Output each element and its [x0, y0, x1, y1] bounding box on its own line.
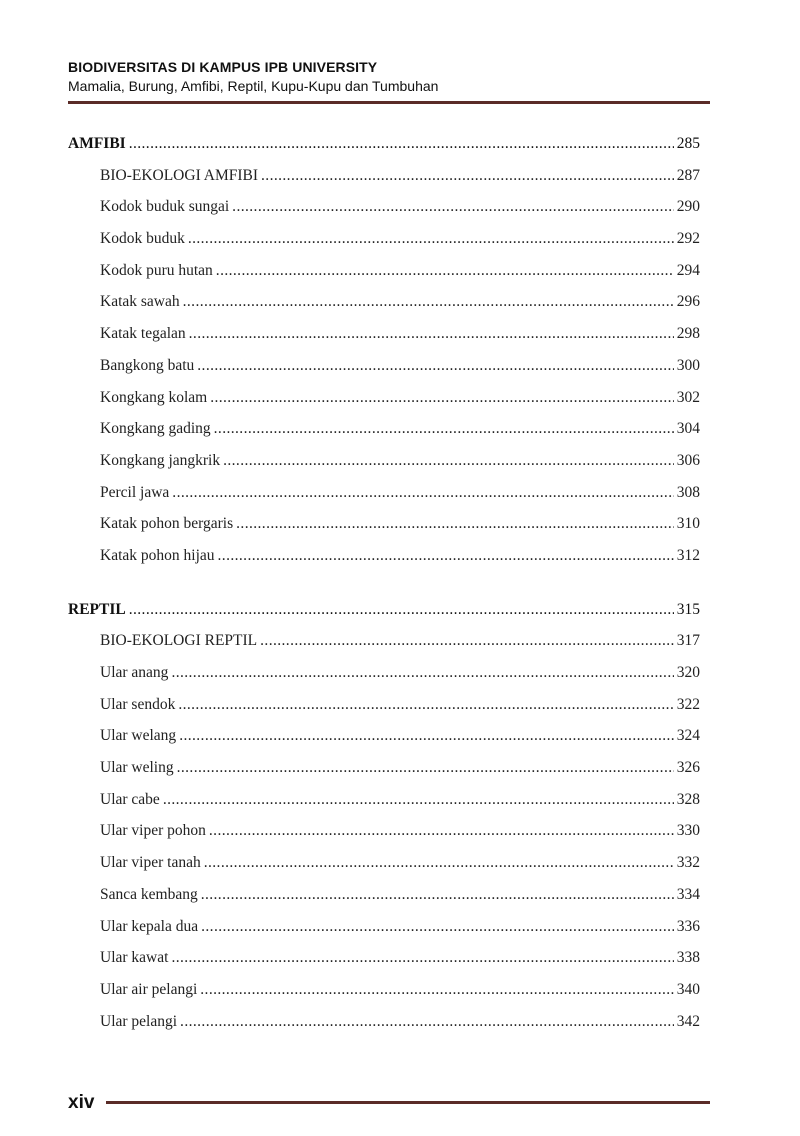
dot-leader — [189, 318, 674, 350]
toc-entry — [68, 445, 700, 477]
toc-page-number: 296 — [676, 293, 700, 311]
toc-page-number: 342 — [676, 1012, 700, 1030]
dot-leader — [216, 255, 674, 287]
dot-leader — [177, 752, 674, 784]
toc-page-number: 328 — [676, 790, 700, 808]
dot-leader — [163, 784, 674, 816]
toc-section-reptil — [68, 594, 700, 1038]
toc-page-number: 292 — [676, 230, 700, 248]
toc-page-number: 290 — [676, 198, 700, 216]
dot-leader — [183, 286, 674, 318]
dot-leader — [232, 191, 674, 223]
toc-entry-label: Kongkang kolam — [100, 388, 208, 406]
toc-entry — [68, 540, 700, 572]
toc-entry-label: Ular cabe — [100, 790, 160, 808]
toc-entry — [68, 625, 700, 657]
toc-page-number: 324 — [676, 727, 700, 745]
toc-entry — [68, 382, 700, 414]
dot-leader — [201, 879, 674, 911]
toc-entry — [68, 350, 700, 382]
toc-entry-label: Ular kepala dua — [100, 917, 199, 935]
dot-leader — [179, 720, 674, 752]
toc-page-number: 338 — [676, 949, 700, 967]
toc-page-number: 306 — [676, 451, 700, 469]
toc-entry — [68, 657, 700, 689]
dot-leader — [201, 911, 674, 943]
dot-leader — [261, 160, 674, 192]
toc-page-number: 294 — [676, 261, 700, 279]
toc-entry — [68, 318, 700, 350]
dot-leader — [188, 223, 674, 255]
toc-entry-label: Kodok puru hutan — [100, 261, 213, 279]
toc-entry-label: Kodok buduk sungai — [100, 198, 230, 216]
table-of-contents — [68, 128, 700, 1037]
toc-page-number: 336 — [676, 917, 700, 935]
toc-entry-label: Katak tegalan — [100, 325, 186, 343]
dot-leader — [197, 350, 673, 382]
toc-page-number: 302 — [676, 388, 700, 406]
toc-page-number: 285 — [676, 135, 700, 152]
toc-entry-label: Ular viper pohon — [100, 822, 206, 840]
toc-section-amfibi — [68, 128, 700, 572]
toc-page-number: 317 — [676, 632, 700, 650]
dot-leader — [204, 847, 674, 879]
dot-leader — [209, 815, 674, 847]
running-header — [68, 58, 710, 95]
toc-entry-label: Ular air pelangi — [100, 980, 198, 998]
dot-leader — [223, 445, 674, 477]
dot-leader — [210, 382, 674, 414]
toc-page-number: 298 — [676, 325, 700, 343]
toc-entry-label: Sanca kembang — [100, 885, 198, 903]
dot-leader — [171, 942, 673, 974]
dot-leader — [200, 974, 673, 1006]
toc-entry — [68, 286, 700, 318]
toc-entry — [68, 752, 700, 784]
toc-page-number: 287 — [676, 166, 700, 184]
toc-entry-label: Katak pohon hijau — [100, 546, 215, 564]
toc-entry — [68, 911, 700, 943]
toc-entry — [68, 1006, 700, 1038]
toc-entry — [68, 847, 700, 879]
toc-heading-amfibi — [68, 128, 700, 160]
dot-leader — [260, 625, 674, 657]
toc-entry-label: Percil jawa — [100, 483, 170, 501]
toc-entry-label: BIO-EKOLOGI AMFIBI — [100, 166, 259, 184]
toc-page-number: 300 — [676, 356, 700, 374]
dot-leader — [172, 477, 673, 509]
toc-page-number: 320 — [676, 664, 700, 681]
toc-page-number: 310 — [676, 515, 700, 533]
toc-entry-label: BIO-EKOLOGI REPTIL — [100, 632, 258, 650]
footer-rule — [106, 1101, 710, 1104]
toc-entry — [68, 942, 700, 974]
toc-entry — [68, 223, 700, 255]
dot-leader — [129, 594, 674, 626]
toc-items-reptil — [68, 625, 700, 1037]
toc-page-number: 315 — [676, 600, 700, 618]
toc-page-number: 322 — [676, 695, 700, 713]
toc-heading-label: REPTIL — [68, 600, 126, 618]
toc-entry — [68, 160, 700, 192]
toc-entry — [68, 784, 700, 816]
dot-leader — [180, 1006, 674, 1038]
book-subtitle: Mamalia, Burung, Amfibi, Reptil, Kupu-Kupu dan Tumbuhan — [68, 78, 439, 94]
toc-entry — [68, 879, 700, 911]
dot-leader — [214, 413, 674, 445]
toc-items-amfibi — [68, 160, 700, 572]
toc-entry-label: Ular sendok — [100, 695, 176, 713]
toc-page-number: 334 — [676, 885, 700, 903]
toc-entry — [68, 191, 700, 223]
toc-entry-label: Kodok buduk — [100, 230, 185, 248]
toc-entry-label: Ular anang — [100, 664, 169, 681]
toc-entry-label: Katak sawah — [100, 293, 180, 311]
toc-page-number: 308 — [676, 483, 700, 501]
toc-entry-label: Ular kawat — [100, 949, 169, 967]
toc-entry-label: Bangkong batu — [100, 356, 195, 374]
toc-page-number: 326 — [676, 759, 700, 777]
toc-entry — [68, 815, 700, 847]
toc-entry — [68, 720, 700, 752]
book-title: BIODIVERSITAS DI KAMPUS IPB UNIVERSITY — [68, 59, 378, 75]
toc-page-number: 340 — [676, 980, 700, 998]
toc-page-number: 312 — [676, 546, 700, 564]
page-footer — [68, 1088, 710, 1118]
toc-entry-label: Ular welang — [100, 727, 177, 745]
toc-entry-label: Ular pelangi — [100, 1012, 178, 1030]
toc-entry — [68, 255, 700, 287]
toc-entry-label: Kongkang jangkrik — [100, 451, 221, 469]
toc-entry — [68, 508, 700, 540]
toc-page-number: 332 — [676, 854, 700, 872]
toc-entry — [68, 477, 700, 509]
toc-entry-label: Ular viper tanah — [100, 854, 201, 872]
dot-leader — [178, 689, 673, 721]
dot-leader — [171, 657, 673, 689]
toc-entry — [68, 974, 700, 1006]
toc-heading-reptil — [68, 594, 700, 626]
dot-leader — [129, 128, 674, 160]
dot-leader — [236, 508, 674, 540]
toc-entry — [68, 689, 700, 721]
toc-heading-label: AMFIBI — [68, 135, 126, 152]
page-number: xiv — [68, 1092, 95, 1113]
toc-entry — [68, 413, 700, 445]
header-rule — [68, 101, 710, 104]
toc-page-number: 330 — [676, 822, 700, 840]
toc-entry-label: Ular weling — [100, 759, 174, 777]
toc-page-number: 304 — [676, 420, 700, 438]
dot-leader — [218, 540, 674, 572]
toc-entry-label: Kongkang gading — [100, 420, 211, 438]
toc-entry-label: Katak pohon bergaris — [100, 515, 234, 533]
